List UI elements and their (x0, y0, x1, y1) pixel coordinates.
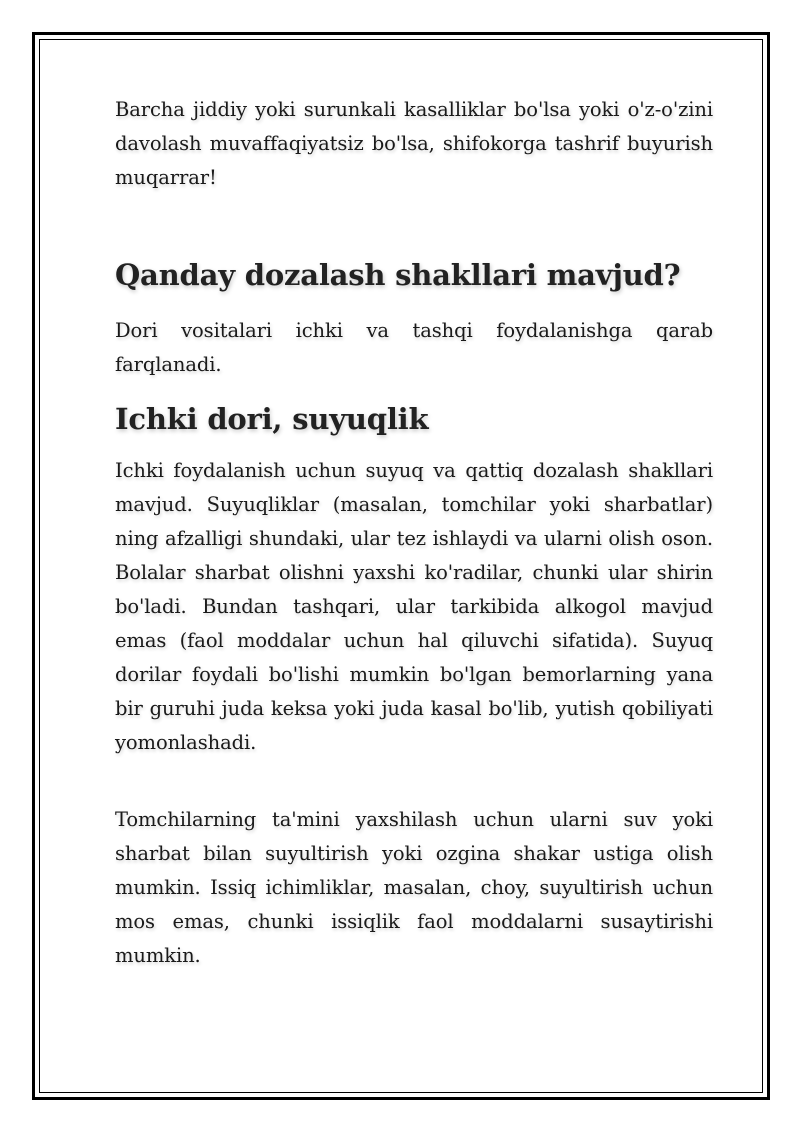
dosage-forms-paragraph: Dori vositalari ichki va tashqi foydalanishga qarab farqlanadi. (115, 319, 713, 376)
section-heading-dosage-forms: Qanday dozalash shakllari mavjud? (115, 258, 681, 292)
document-body (115, 93, 713, 973)
internal-liquid-paragraph: Ichki foydalanish uchun suyuq va qattiq dozalash shakllari mavjud. Suyuqliklar (masalan, tomchilar yoki sharbatlar) ning afzalligi shundaki, ular tez ishlaydi va ularni olish oson. Bolalar sharbat olishni yaxshi ko'radilar, chunki ular shirin bo'ladi. Bundan tashqari, ular tarkibida alkogol mavjud emas (faol moddalar uchun hal qiluvchi sifatida). Suyuq dorilar foydali bo'lishi mumkin bo'lgan bemorlarning yana bir guruhi juda keksa yoki juda kasal bo'lib, yutish qobiliyati yomonlashadi. (115, 459, 713, 754)
drops-paragraph: Tomchilarning ta'mini yaxshilash uchun ularni suv yoki sharbat bilan suyultirish yoki ozgina shakar ustiga olish mumkin. Issiq ichimliklar, masalan, choy, suyultirish uchun mos emas, chunki issiqlik faol moddalarni susaytirishi mumkin. (115, 808, 713, 967)
intro-paragraph: Barcha jiddiy yoki surunkali kasalliklar bo'lsa yoki o'z-o'zini davolash muvaffaqiyatsiz bo'lsa, shifokorga tashrif buyurish muqarrar! (115, 98, 713, 189)
section-heading-internal-liquid: Ichki dori, suyuqlik (115, 402, 429, 436)
